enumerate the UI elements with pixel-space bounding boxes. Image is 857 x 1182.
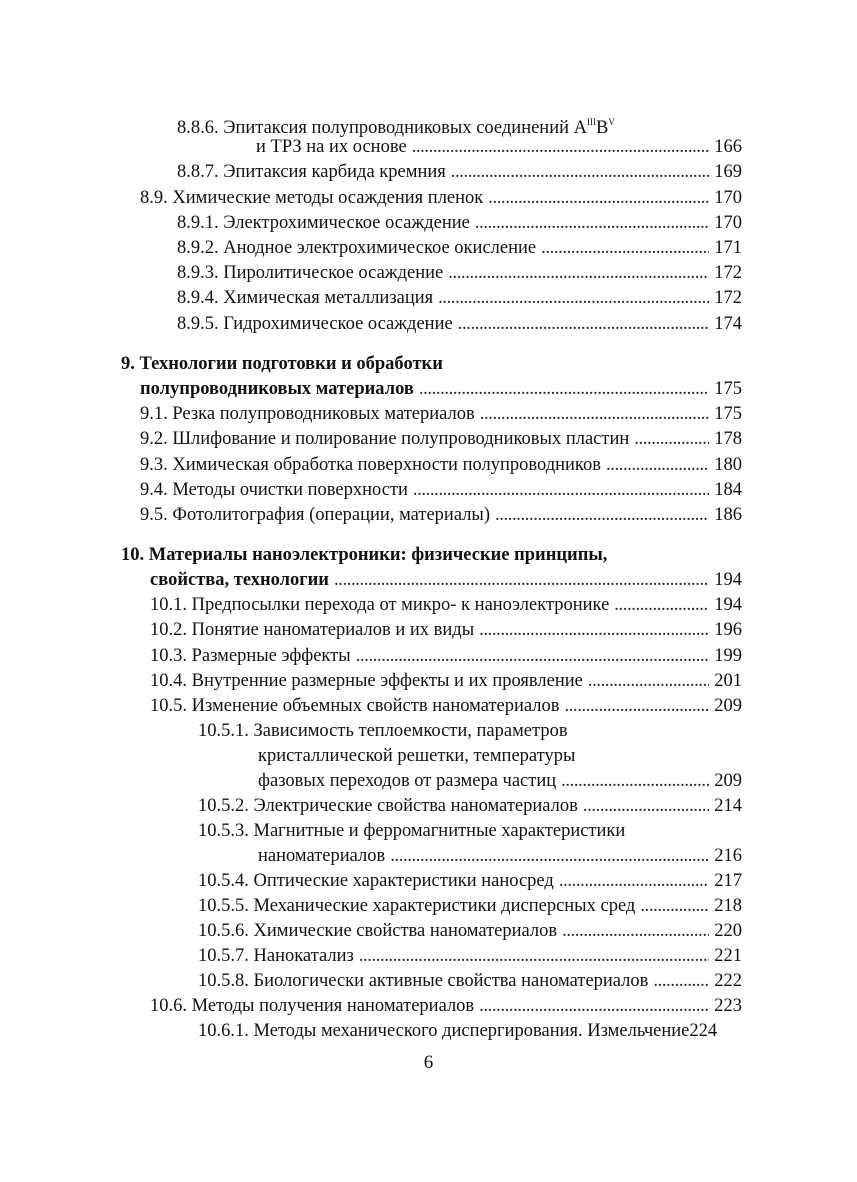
- dot-leader: [614, 593, 709, 618]
- toc-entry-9-1: [140, 402, 742, 427]
- toc-entry-8-9-5: [177, 312, 742, 337]
- toc-entry-8-8-7: [177, 160, 742, 185]
- chapter-10-heading: 10. Материалы наноэлектроники: физические принципы,: [121, 545, 608, 565]
- dot-leader: [448, 261, 709, 286]
- toc-entry-text: 8.9.2. Анодное электрохимическое окисление: [177, 238, 537, 258]
- toc-entry-8-9-1: [177, 211, 742, 236]
- toc-entry-10-4: [150, 669, 742, 694]
- toc-entry-10-6-1: [198, 1019, 742, 1044]
- chapter-10-heading-line2: [150, 568, 742, 593]
- toc-entry-10-5-8: [198, 969, 742, 994]
- toc-page-number: 174: [714, 314, 742, 334]
- toc-entry-text: 10.5.6. Химические свойства наноматериалов: [198, 921, 558, 941]
- toc-entry-text: 10.5.5. Механические характеристики дисперсных сред: [198, 896, 636, 916]
- toc-entry-10-2: [150, 618, 742, 643]
- toc-entry-9-3: [140, 453, 742, 478]
- toc-entry-10-1: [150, 593, 742, 618]
- toc-page-number: 217: [714, 871, 742, 891]
- superscript-iii: III: [587, 117, 596, 127]
- toc-page-number: 175: [714, 379, 742, 399]
- dot-leader: [564, 694, 709, 719]
- dot-leader: [438, 286, 709, 311]
- toc-entry-text: 10.2. Понятие наноматериалов и их виды: [150, 620, 475, 640]
- toc-entry-text: 9.1. Резка полупроводниковых материалов: [140, 404, 475, 424]
- toc-page-number: 171: [714, 238, 742, 258]
- toc-entry-10-5: [150, 694, 742, 719]
- dot-leader: [480, 402, 710, 427]
- toc-entry-text: 10.5. Изменение объемных свойств наноматериалов: [150, 696, 560, 716]
- dot-leader: [606, 453, 709, 478]
- toc-entry-8-8-6-line1: [177, 110, 615, 138]
- page-number: 6: [423, 1052, 434, 1073]
- toc-page-number: 172: [714, 288, 742, 308]
- dot-leader: [475, 211, 709, 236]
- toc-page-number: 209: [714, 696, 742, 716]
- toc-page-number: 224: [689, 1021, 718, 1041]
- toc-entry-text: 8.9.3. Пиролитическое осаждение: [177, 263, 444, 283]
- toc-entry-text: 9.2. Шлифование и полирование полупроводниковых пластин: [140, 429, 630, 449]
- toc-entry-text: 8.9.4. Химическая металлизация: [177, 288, 434, 308]
- toc-entry-8-9-4: [177, 286, 742, 311]
- toc-entry-9-2: [140, 427, 742, 452]
- toc-page-number: 166: [714, 137, 742, 157]
- dot-leader: [479, 618, 709, 643]
- toc-entry-text: 10.4. Внутренние размерные эффекты и их проявление: [150, 671, 583, 691]
- dot-leader: [413, 478, 709, 503]
- dot-leader: [541, 236, 709, 261]
- toc-entry-text: фазовых переходов от размера частиц: [258, 771, 557, 791]
- toc-page-number: 178: [714, 429, 742, 449]
- toc-entry-10-5-1-line3: [258, 769, 742, 794]
- toc-entry-8-9-3: [177, 261, 742, 286]
- toc-page-number: 220: [714, 921, 742, 941]
- dot-leader: [451, 160, 709, 185]
- toc-page-number: 184: [714, 480, 742, 500]
- toc-page-number: 209: [714, 771, 742, 791]
- toc-entry-10-5-1-line1: 10.5.1. Зависимость теплоемкости, параметров: [198, 721, 568, 741]
- dot-leader: [640, 894, 709, 919]
- toc-page-number: 218: [714, 896, 742, 916]
- toc-entry-text: 8.8.7. Эпитаксия карбида кремния: [177, 162, 446, 182]
- toc-entry-text: 9.3. Химическая обработка поверхности полупроводников: [140, 455, 601, 475]
- toc-page-number: 180: [714, 455, 742, 475]
- toc-page-number: 196: [714, 620, 742, 640]
- toc-entry-text: 10.6.1. Методы механического диспергирования. Измельчение: [198, 1021, 690, 1041]
- toc-entry-10-3: [150, 644, 742, 669]
- toc-entry-10-5-4: [198, 869, 742, 894]
- dot-leader: [488, 186, 709, 211]
- toc-entry-9-5: [140, 503, 742, 528]
- toc-page-number: 186: [714, 505, 742, 525]
- dot-leader: [495, 503, 709, 528]
- toc-entry-10-5-3-line1: 10.5.3. Магнитные и ферромагнитные характеристики: [198, 821, 626, 841]
- dot-leader: [356, 644, 710, 669]
- toc-entry-text: полупроводниковых материалов: [140, 379, 414, 399]
- dot-leader: [634, 427, 709, 452]
- chapter-9-heading-line2: [140, 377, 742, 402]
- toc-entry-text: 8.9. Химические методы осаждения пленок: [140, 188, 484, 208]
- toc-entry-text: 8.9.5. Гидрохимическое осаждение: [177, 314, 453, 334]
- toc-entry-text: 10.5.2. Электрические свойства наноматериалов: [198, 796, 578, 816]
- toc-entry-text: 8.9.1. Электрохимическое осаждение: [177, 213, 470, 233]
- toc-entry-text: 10.1. Предпосылки перехода от микро- к наноэлектронике: [150, 595, 610, 615]
- superscript-v: V: [608, 117, 615, 127]
- dot-leader: [559, 869, 709, 894]
- toc-page-number: 201: [714, 671, 742, 691]
- dot-leader: [583, 794, 709, 819]
- toc-page-number: 172: [714, 263, 742, 283]
- toc-entry-10-5-2: [198, 794, 742, 819]
- dot-leader: [562, 919, 709, 944]
- toc-page-number: 170: [714, 188, 742, 208]
- dot-leader: [412, 135, 710, 160]
- toc-entry-10-6: [150, 994, 742, 1019]
- toc-entry-text: 10.5.8. Биологически активные свойства наноматериалов: [198, 971, 649, 991]
- toc-page-number: 169: [714, 162, 742, 182]
- toc-entry-8-8-6-line2: [256, 135, 742, 160]
- dot-leader: [419, 377, 709, 402]
- toc-page-number: 223: [714, 996, 742, 1016]
- toc-entry-text: 10.6. Методы получения наноматериалов: [150, 996, 475, 1016]
- toc-entry-text: 10.3. Размерные эффекты: [150, 646, 351, 666]
- toc-entry-text: B: [596, 118, 609, 138]
- chapter-9-heading: 9. Технологии подготовки и обработки: [121, 354, 443, 374]
- dot-leader: [390, 844, 709, 869]
- toc-entry-10-5-5: [198, 894, 742, 919]
- toc-entry-10-5-6: [198, 919, 742, 944]
- dot-leader: [561, 769, 709, 794]
- dot-leader: [479, 994, 709, 1019]
- dot-leader: [334, 568, 709, 593]
- toc-entry-text: 9.4. Методы очистки поверхности: [140, 480, 408, 500]
- toc-page-number: 222: [714, 971, 742, 991]
- dot-leader: [588, 669, 709, 694]
- toc-page-number: 175: [714, 404, 742, 424]
- toc-entry-text: 9.5. Фотолитография (операции, материалы): [140, 505, 491, 525]
- toc-entry-10-5-1-line2: кристаллической решетки, температуры: [258, 746, 576, 766]
- toc-page-number: 221: [714, 946, 742, 966]
- toc-entry-text: свойства, технологии: [150, 570, 329, 590]
- toc-page-number: 199: [714, 646, 742, 666]
- dot-leader: [653, 969, 709, 994]
- toc-page-number: 216: [714, 846, 742, 866]
- toc-entry-8-9: [140, 186, 742, 211]
- dot-leader: [458, 312, 710, 337]
- toc-page-number: 214: [714, 796, 742, 816]
- toc-page-number: 194: [714, 595, 742, 615]
- toc-page-number: 170: [714, 213, 742, 233]
- toc-entry-text: наноматериалов: [258, 846, 386, 866]
- dot-leader: [359, 944, 709, 969]
- toc-entry-10-5-7: [198, 944, 742, 969]
- toc-page-number: 194: [714, 570, 742, 590]
- toc-entry-text: 10.5.7. Нанокатализ: [198, 946, 354, 966]
- toc-entry-8-9-2: [177, 236, 742, 261]
- toc-entry-10-5-3-line2: [258, 844, 742, 869]
- toc-entry-text: 10.5.4. Оптические характеристики наносред: [198, 871, 554, 891]
- toc-entry-9-4: [140, 478, 742, 503]
- toc-entry-text: 8.8.6. Эпитаксия полупроводниковых соединений A: [177, 118, 587, 138]
- toc-entry-text: и ТРЗ на их основе: [256, 137, 407, 157]
